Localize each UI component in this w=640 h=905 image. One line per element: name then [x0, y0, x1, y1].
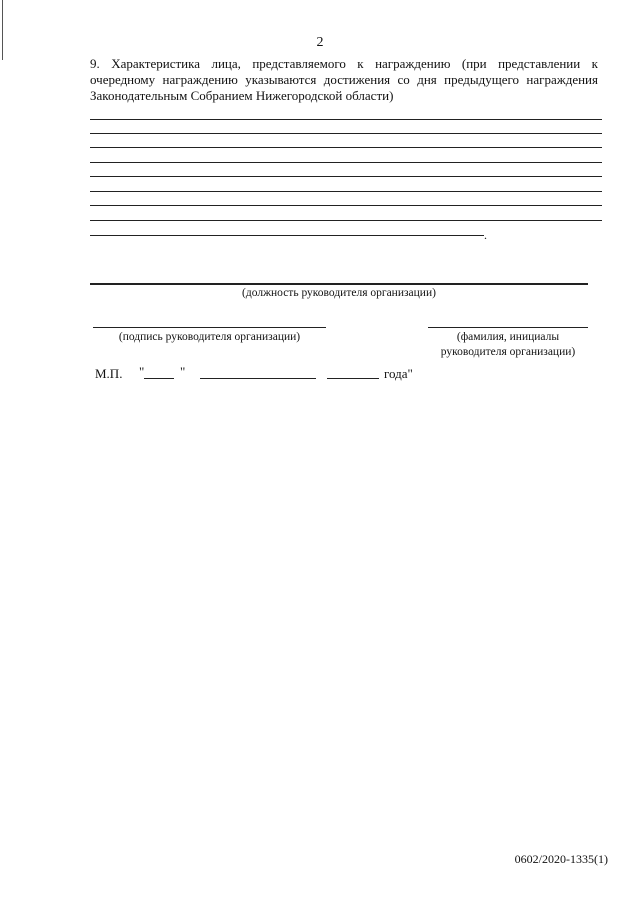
name-caption-line1: (фамилия, инициалы: [456, 331, 560, 343]
year-blank: [327, 378, 379, 379]
fill-line: [90, 191, 602, 192]
close-quote: ": [180, 364, 186, 379]
section-9-number: 9.: [90, 56, 100, 71]
open-quote: ": [139, 364, 145, 379]
fill-line: [90, 205, 602, 206]
name-caption-line2: руководителя организации): [440, 346, 576, 358]
fill-line: [90, 162, 602, 163]
signature-caption: (подпись руководителя организации): [118, 331, 301, 343]
fill-line: [90, 235, 484, 236]
signature-line: [93, 327, 326, 328]
position-caption: (должность руководителя организации): [242, 287, 436, 299]
fill-line: [90, 176, 602, 177]
fill-line: [90, 133, 602, 134]
fill-line: [90, 147, 602, 148]
section-9-text: Характеристика лица, представляемого к награждению (при представлении к очередному награждению указываются достижения со дня предыдущего награждения Законодательным Собранием Нижегородской области): [90, 56, 599, 103]
fill-line: [90, 119, 602, 120]
document-code: 0602/2020-1335(1): [514, 852, 608, 866]
section-9-heading: [90, 56, 598, 104]
scan-edge-mark: [2, 0, 3, 60]
year-suffix: года": [384, 366, 413, 381]
day-blank: [144, 378, 174, 379]
name-line: [428, 327, 588, 328]
page-number: 2: [316, 35, 324, 50]
stamp-label: М.П.: [95, 366, 123, 381]
end-period: .: [484, 228, 487, 242]
fill-line: [90, 220, 602, 221]
month-blank: [200, 378, 316, 379]
position-line: [90, 283, 588, 285]
